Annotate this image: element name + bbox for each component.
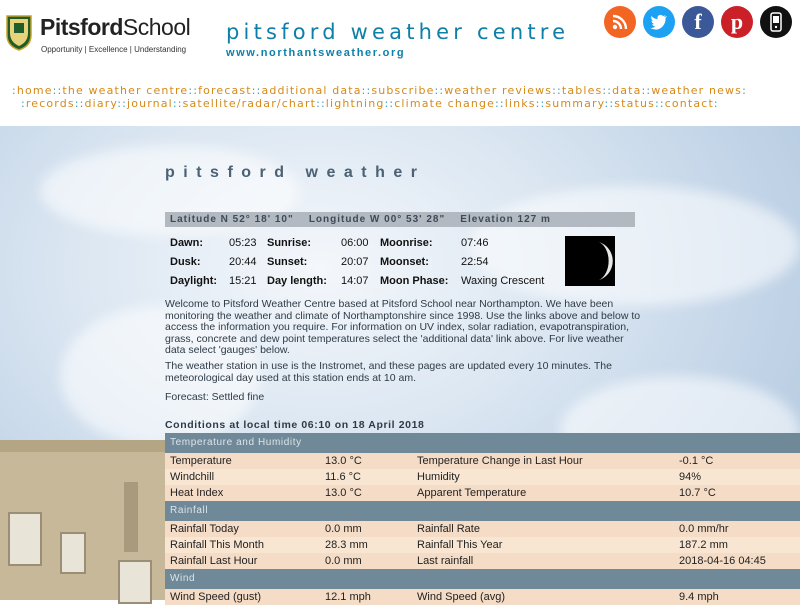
- location-bar: [165, 212, 635, 227]
- dusk-label: Dusk:: [170, 256, 201, 268]
- school-building-image: [0, 440, 165, 600]
- table-row: [165, 553, 800, 569]
- main-content: [165, 126, 800, 603]
- nav-link-satellite-radar-chart[interactable]: satellite/radar/chart: [182, 97, 317, 110]
- condition-value: 12.1 mph: [325, 591, 371, 603]
- nav-link-summary[interactable]: summary: [545, 97, 605, 110]
- facebook-icon[interactable]: f: [682, 6, 714, 38]
- page-heading: pitsford weather: [165, 164, 426, 181]
- condition-value: 11.6 °C: [325, 471, 361, 483]
- daylength-value: 14:07: [341, 275, 369, 287]
- section-rainfall: Rainfall: [165, 501, 800, 521]
- nav-link-forecast[interactable]: forecast: [198, 84, 252, 97]
- moon-phase-icon: [565, 236, 615, 286]
- condition-value: 94%: [679, 471, 702, 483]
- sunset-value: 20:07: [341, 256, 369, 268]
- condition-label: Windchill: [170, 471, 215, 483]
- main-nav: [0, 80, 800, 126]
- nav-link-subscribe[interactable]: subscribe: [371, 84, 435, 97]
- nav-link-tables[interactable]: tables: [561, 84, 603, 97]
- daylight-label: Daylight:: [170, 275, 218, 287]
- condition-value: -0.1 °C: [679, 455, 714, 467]
- table-row: [165, 469, 800, 485]
- section-temperature-humidity: Temperature and Humidity: [165, 433, 800, 453]
- condition-label: Temperature Change in Last Hour: [417, 455, 583, 467]
- school-crest-icon[interactable]: [6, 15, 32, 51]
- dawn-label: Dawn:: [170, 237, 203, 249]
- nav-link-journal[interactable]: journal: [126, 97, 173, 110]
- nav-link-weather-reviews[interactable]: weather reviews: [444, 84, 553, 97]
- condition-value: 187.2 mm: [679, 539, 728, 551]
- table-row: [165, 453, 800, 469]
- condition-label: Rainfall Last Hour: [170, 555, 258, 567]
- condition-label: Wind Speed (gust): [170, 591, 262, 603]
- nav-link-additional-data[interactable]: additional data: [261, 84, 362, 97]
- intro-text: Welcome to Pitsford Weather Centre based at Pitsford School near Northampton. We have been monitoring the weather and climate of Northamptonshire since 1998. Use the links above and below to access the information you require. For information on UV index, solar radiation, evapotranspiration, grass, concrete and dew point temperatures select the 'additional data' link above. For live weather data select 'gauges' below.: [165, 298, 641, 356]
- condition-label: Rainfall Rate: [417, 523, 480, 535]
- sunrise-label: Sunrise:: [267, 237, 312, 249]
- moonrise-value: 07:46: [461, 237, 489, 249]
- moonset-label: Moonset:: [380, 256, 429, 268]
- page-header: [0, 0, 800, 80]
- site-url[interactable]: www.northantsweather.org: [226, 47, 406, 59]
- table-row: [165, 521, 800, 537]
- nav-link-status[interactable]: status: [614, 97, 655, 110]
- forecast-text: Forecast: Settled fine: [165, 391, 265, 403]
- table-row: [165, 485, 800, 501]
- condition-label: Wind Speed (avg): [417, 591, 506, 603]
- condition-value: 13.0 °C: [325, 487, 362, 499]
- sunrise-value: 06:00: [341, 237, 369, 249]
- nav-link-weather-news[interactable]: weather news: [651, 84, 743, 97]
- condition-label: Apparent Temperature: [417, 487, 527, 499]
- school-name[interactable]: PitsfordSchool: [40, 14, 191, 40]
- condition-label: Humidity: [417, 471, 460, 483]
- nav-link-records[interactable]: records: [25, 97, 75, 110]
- section-wind: Wind: [165, 569, 800, 589]
- daylength-label: Day length:: [267, 275, 327, 287]
- nav-link-climate-change[interactable]: climate change: [394, 97, 496, 110]
- condition-label: Heat Index: [170, 487, 224, 499]
- condition-value: 10.7 °C: [679, 487, 716, 499]
- dawn-value: 05:23: [229, 237, 257, 249]
- nav-link-links[interactable]: links: [504, 97, 536, 110]
- pinterest-icon[interactable]: p: [721, 6, 753, 38]
- mobile-icon[interactable]: [760, 6, 792, 38]
- nav-link-lightning[interactable]: lightning: [325, 97, 385, 110]
- nav-link-data[interactable]: data: [612, 84, 642, 97]
- twitter-icon[interactable]: [643, 6, 675, 38]
- moonphase-label: Moon Phase:: [380, 275, 449, 287]
- condition-value: 0.0 mm/hr: [679, 523, 729, 535]
- location-text: Latitude N 52° 18' 10" Longitude W 00° 53' 28" Elevation 127 m: [170, 214, 551, 225]
- condition-value: 28.3 mm: [325, 539, 368, 551]
- moonrise-label: Moonrise:: [380, 237, 433, 249]
- nav-link-diary[interactable]: diary: [84, 97, 118, 110]
- nav-link-contact[interactable]: contact: [664, 97, 714, 110]
- sunset-label: Sunset:: [267, 256, 308, 268]
- school-tagline: Opportunity | Excellence | Understanding: [41, 45, 187, 54]
- condition-value: 0.0 mm: [325, 523, 362, 535]
- table-row: [165, 589, 800, 605]
- nav-line-2: :records::diary::journal::satellite/radar/chart::lightning::climate change::links::summary::status::contact:: [21, 97, 719, 110]
- condition-value: 0.0 mm: [325, 555, 362, 567]
- condition-label: Rainfall This Month: [170, 539, 264, 551]
- moonphase-value: Waxing Crescent: [461, 275, 545, 287]
- nav-line-1: :home::the weather centre::forecast::additional data::subscribe::weather reviews::tables::data::weather news:: [12, 84, 747, 97]
- nav-link-home[interactable]: home: [16, 84, 53, 97]
- conditions-title: Conditions at local time 06:10 on 18 April 2018: [165, 419, 425, 431]
- nav-link-the-weather-centre[interactable]: the weather centre: [62, 84, 189, 97]
- dusk-value: 20:44: [229, 256, 257, 268]
- rss-icon[interactable]: [604, 6, 636, 38]
- condition-label: Temperature: [170, 455, 232, 467]
- condition-label: Rainfall Today: [170, 523, 239, 535]
- condition-label: Rainfall This Year: [417, 539, 503, 551]
- table-row: [165, 537, 800, 553]
- condition-value: 9.4 mph: [679, 591, 719, 603]
- site-title[interactable]: pitsford weather centre: [226, 20, 570, 44]
- station-text: The weather station in use is the Instromet, and these pages are updated every 10 minutes. The meteorological day used at this station ends at 10 am.: [165, 360, 612, 384]
- moonset-value: 22:54: [461, 256, 489, 268]
- condition-value: 2018-04-16 04:45: [679, 555, 766, 567]
- condition-value: 13.0 °C: [325, 455, 362, 467]
- condition-label: Last rainfall: [417, 555, 474, 567]
- daylight-value: 15:21: [229, 275, 257, 287]
